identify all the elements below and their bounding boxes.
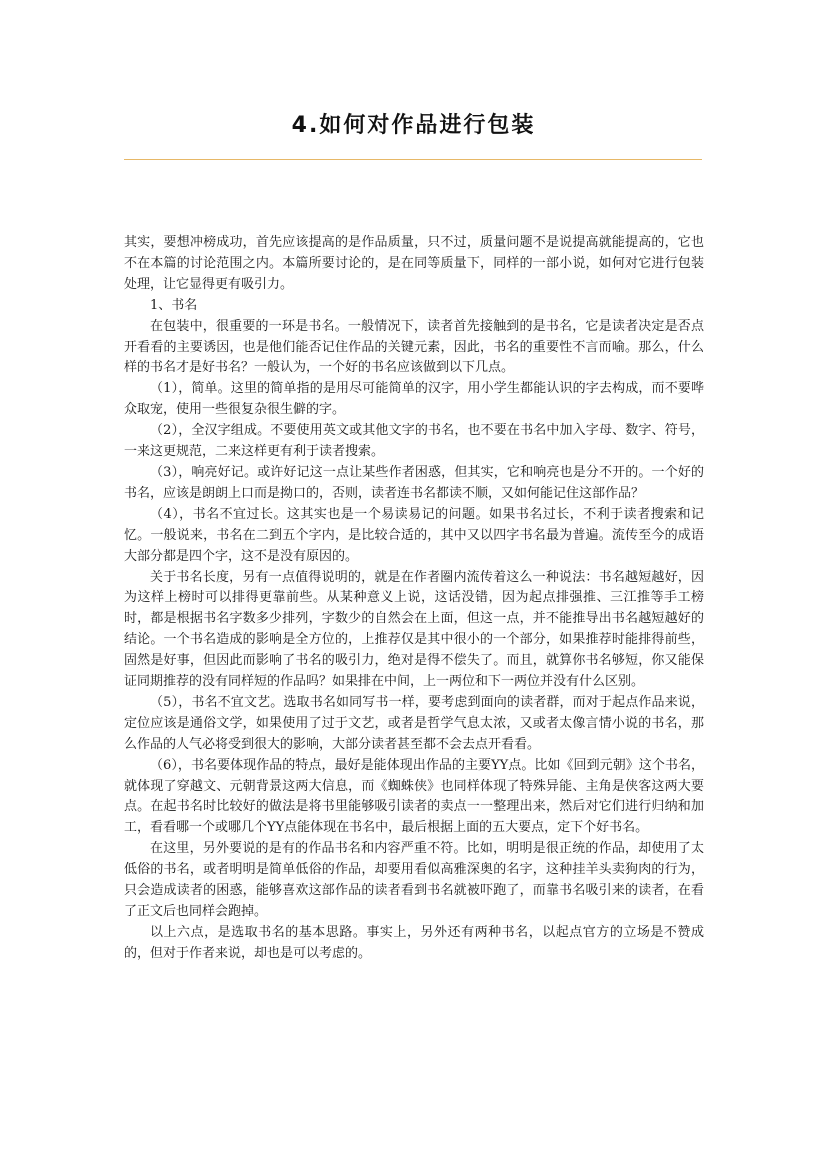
title-divider bbox=[124, 159, 702, 160]
paragraph: 关于书名长度，另有一点值得说明的，就是在作者圈内流传着这么一种说法：书名越短越好，因为这样上榜时可以排得更靠前些。从某种意义上说，这话没错，因为起点排强推、三江推等手工榜时，都是根据书名字数多少排列，字数少的自然会在上面，但这一点，并不能推导出书名越短越好的结论。一个书名造成的影响是全方位的，上推荐仅是其中很小的一个部分，如果推荐时能排得前些，固然是好事，但因此而影响了书名的吸引力，绝对是得不偿失了。而且，就算你书名够短，你又能保证同期推荐的没有同样短的作品吗？如果排在中间，上一两位和下一两位并没有什么区别。 bbox=[124, 569, 704, 690]
paragraph: 在包装中，很重要的一环是书名。一般情况下，读者首先接触到的是书名，它是读者决定是否点开看看的主要诱因，也是他们能否记住作品的关键元素，因此，书名的重要性不言而喻。那么，什么样的书名才是好书名？一般认为，一个好的书名应该做到以下几点。 bbox=[124, 318, 704, 376]
paragraph: 在这里，另外要说的是有的作品书名和内容严重不符。比如，明明是很正统的作品，却使用了太低俗的书名，或者明明是简单低俗的作品，却要用看似高雅深奥的名字，这种挂羊头卖狗肉的行为，只会造成读者的困惑，能够喜欢这部作品的读者看到书名就被吓跑了，而靠书名吸引来的读者，在看了正文后也同样会跑掉。 bbox=[124, 841, 704, 919]
paragraph: （3），响亮好记。或许好记这一点让某些作者困惑，但其实，它和响亮也是分不开的。一个好的书名，应该是朗朗上口而是拗口的，否则，读者连书名都读不顺，又如何能记住这部作品？ bbox=[124, 464, 704, 501]
paragraph: （5），书名不宜文艺。选取书名如同写书一样，要考虑到面向的读者群，而对于起点作品来说，定位应该是通俗文学，如果使用了过于文艺，或者是哲学气息太浓，又或者太像言情小说的书名，那么作品的人气必将受到很大的影响，大部分读者甚至都不会去点开看看。 bbox=[124, 694, 704, 752]
document-body bbox=[124, 233, 704, 965]
section-heading-book-title: 1、书名 bbox=[150, 297, 198, 313]
paragraph: （4），书名不宜过长。这其实也是一个易读易记的问题。如果书名过长，不利于读者搜索和记忆。一般说来，书名在二到五个字内，是比较合适的，其中又以四字书名最为普遍。流传至今的成语大部分都是四个字，这不是没有原因的。 bbox=[124, 506, 704, 564]
paragraph: 其实，要想冲榜成功，首先应该提高的是作品质量，只不过，质量问题不是说提高就能提高的，它也不在本篇的讨论范围之内。本篇所要讨论的，是在同等质量下，同样的一部小说，如何对它进行包装处理，让它显得更有吸引力。 bbox=[124, 235, 704, 292]
paragraph: （2），全汉字组成。不要使用英文或其他文字的书名，也不要在书名中加入字母、数字、符号，一来这更规范，二来这样更有利于读者搜索。 bbox=[124, 423, 704, 460]
paragraph: （6），书名要体现作品的特点，最好是能体现出作品的主要YY点。比如《回到元朝》这个书名，就体现了穿越文、元朝背景这两大信息，而《蜘蛛侠》也同样体现了特殊异能、主角是侠客这两大要点。在起书名时比较好的做法是将书里能够吸引读者的卖点一一整理出来，然后对它们进行归纳和加工，看看哪一个或哪几个YY点能体现在书名中，最后根据上面的五大要点，定下个好书名。 bbox=[124, 757, 704, 836]
page-title: 4.如何对作品进行包装 bbox=[291, 113, 536, 138]
paragraph: 以上六点，是选取书名的基本思路。事实上，另外还有两种书名，以起点官方的立场是不赞成的，但对于作者来说，却也是可以考虑的。 bbox=[124, 924, 704, 961]
paragraph: （1），简单。这里的简单指的是用尽可能简单的汉字，用小学生都能认识的字去构成，而不要哗众取宠，使用一些很复杂很生僻的字。 bbox=[124, 381, 704, 418]
